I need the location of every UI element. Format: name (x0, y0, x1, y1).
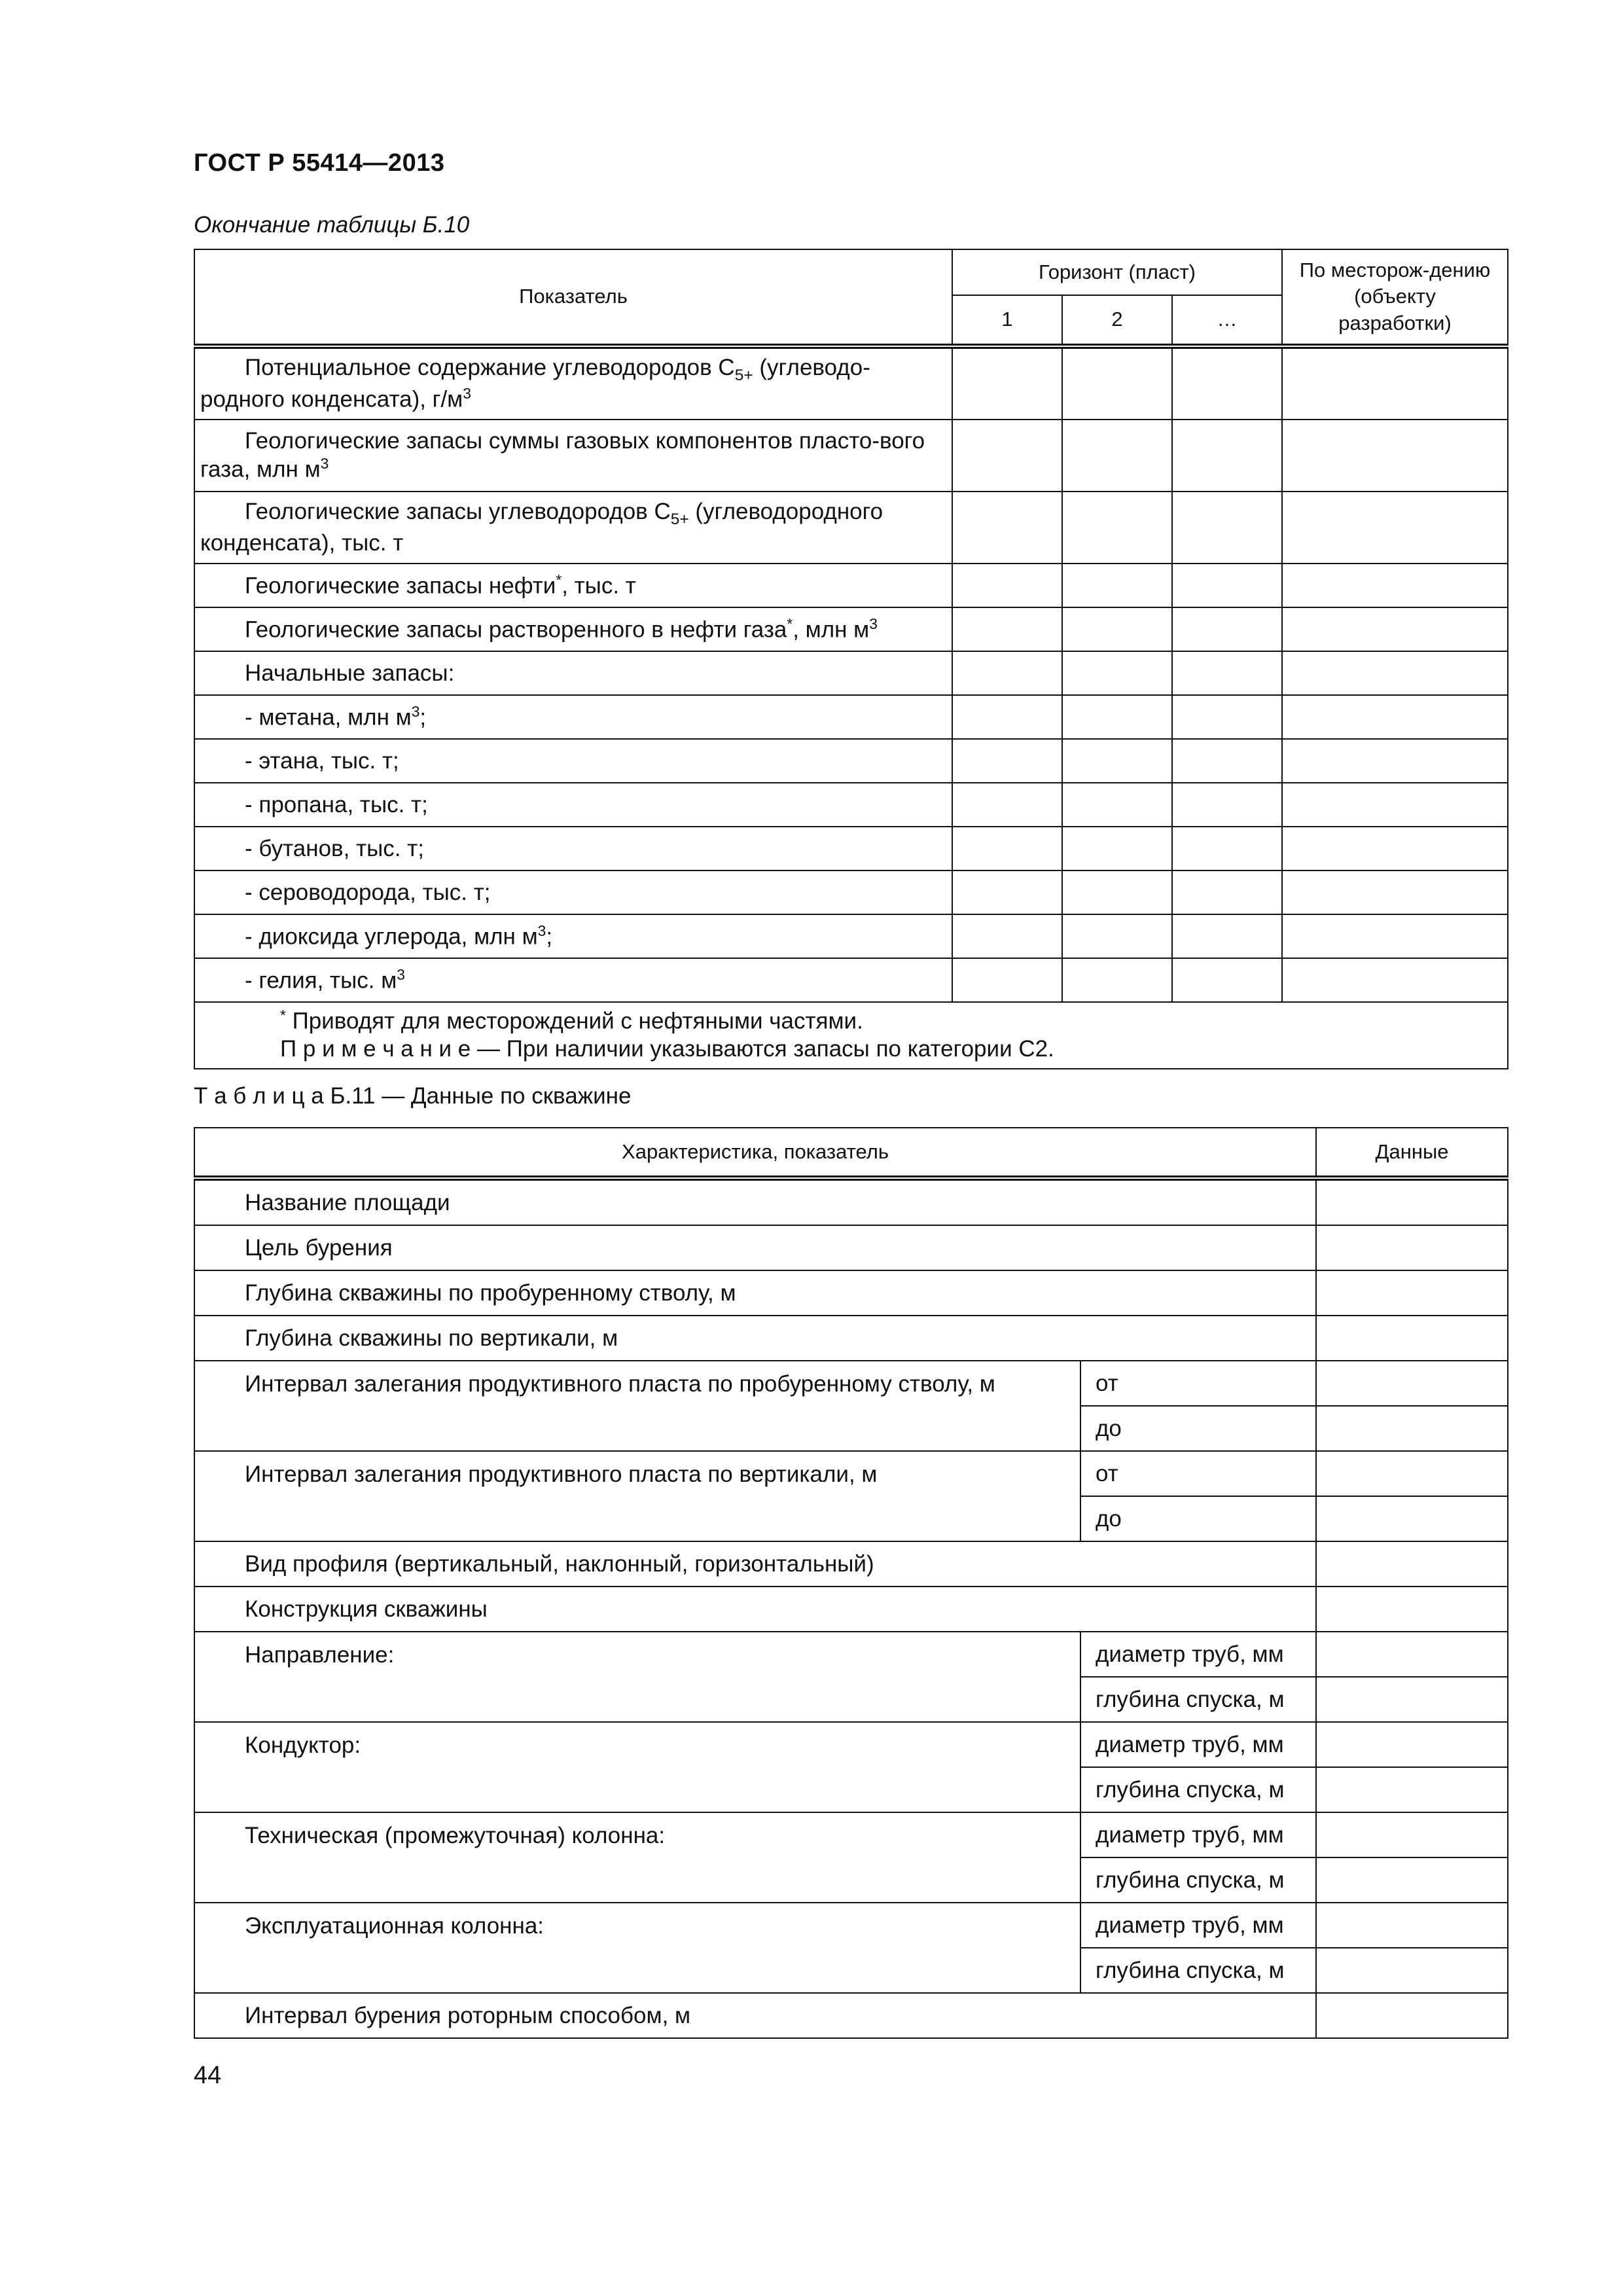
value-cell (1282, 914, 1508, 958)
table-row (194, 1632, 1508, 1677)
row-label: - сероводорода, тыс. т; (194, 870, 952, 914)
row-sublabel: до (1080, 1496, 1316, 1541)
table-row (194, 1178, 1508, 1225)
row-label: Глубина скважины по пробуренному стволу, м (194, 1270, 1316, 1316)
value-cell (1172, 420, 1282, 492)
row-label: - пропана, тыс. т; (194, 783, 952, 827)
value-cell (1282, 564, 1508, 607)
data-cell (1316, 1270, 1508, 1316)
value-cell (1282, 739, 1508, 783)
row-label: Геологические запасы углеводородов $C_{5+}$ (углеводородного конденсата), тыс. т (194, 492, 952, 564)
value-cell (1282, 695, 1508, 739)
row-label: Геологические запасы нефти*, тыс. т (194, 564, 952, 607)
table-row (194, 564, 1508, 607)
value-cell (1172, 827, 1282, 870)
table-row (194, 827, 1508, 870)
value-cell (1062, 914, 1172, 958)
value-cell (1282, 607, 1508, 651)
data-cell (1316, 1993, 1508, 2038)
row-label: - гелия, тыс. $м^3$ (194, 958, 952, 1002)
value-cell (952, 958, 1062, 1002)
table-row (194, 1587, 1508, 1632)
row-sublabel: до (1080, 1406, 1316, 1451)
row-sublabel: от (1080, 1361, 1316, 1406)
data-cell (1316, 1767, 1508, 1812)
row-label: Геологические запасы суммы газовых компонентов пласто-вого газа, млн $м^3$ (194, 420, 952, 492)
row-label: Вид профиля (вертикальный, наклонный, горизонтальный) (194, 1541, 1316, 1587)
row-sublabel: диаметр труб, мм (1080, 1632, 1316, 1677)
row-sublabel: диаметр труб, мм (1080, 1903, 1316, 1948)
value-cell (952, 739, 1062, 783)
row-label: Интервал залегания продуктивного пласта по пробуренному стволу, м (194, 1361, 1080, 1451)
column-header-characteristic: Характеристика, показатель (194, 1128, 1316, 1178)
value-cell (1282, 651, 1508, 695)
row-sublabel: глубина спуска, м (1080, 1767, 1316, 1812)
data-cell (1316, 1225, 1508, 1270)
value-cell (1172, 914, 1282, 958)
row-label: Начальные запасы: (194, 651, 952, 695)
value-cell (1172, 958, 1282, 1002)
row-sublabel: глубина спуска, м (1080, 1948, 1316, 1993)
row-label: Геологические запасы растворенного в нефти газа*, млн $м^3$ (194, 607, 952, 651)
table-row (194, 492, 1508, 564)
data-cell (1316, 1451, 1508, 1496)
row-label: Конструкция скважины (194, 1587, 1316, 1632)
value-cell (1172, 739, 1282, 783)
value-cell (1172, 695, 1282, 739)
page-number: 44 (194, 2062, 222, 2089)
value-cell (1062, 492, 1172, 564)
value-cell (1062, 564, 1172, 607)
data-cell (1316, 1587, 1508, 1632)
value-cell (1172, 870, 1282, 914)
table-b10-notes (194, 1002, 1508, 1069)
table-row (194, 1451, 1508, 1496)
table-b10-footnote: * Приводят для месторождений с нефтяными частями. (280, 1007, 863, 1034)
value-cell (1172, 607, 1282, 651)
data-cell (1316, 1948, 1508, 1993)
table-row (194, 1541, 1508, 1587)
value-cell (1062, 651, 1172, 695)
row-label: Техническая (промежуточная) колонна: (194, 1812, 1080, 1903)
table-row (194, 1812, 1508, 1857)
data-cell (1316, 1857, 1508, 1903)
value-cell (952, 651, 1062, 695)
data-cell (1316, 1496, 1508, 1541)
value-cell (1062, 783, 1172, 827)
table-row (194, 870, 1508, 914)
value-cell (952, 827, 1062, 870)
row-label: Интервал бурения роторным способом, м (194, 1993, 1316, 2038)
value-cell (1282, 827, 1508, 870)
data-cell (1316, 1903, 1508, 1948)
value-cell (1172, 651, 1282, 695)
data-cell (1316, 1361, 1508, 1406)
table-row (194, 914, 1508, 958)
row-label: - диоксида углерода, млн $м^3$; (194, 914, 952, 958)
table-row (194, 651, 1508, 695)
value-cell (1282, 492, 1508, 564)
column-header-horizon: Горизонт (пласт) (952, 249, 1282, 295)
table-row (194, 695, 1508, 739)
row-label: Кондуктор: (194, 1722, 1080, 1812)
row-label: Название площади (194, 1178, 1316, 1225)
table-row (194, 783, 1508, 827)
table-row (194, 1903, 1508, 1948)
value-cell (1062, 346, 1172, 420)
value-cell (952, 914, 1062, 958)
table-row (194, 1722, 1508, 1767)
value-cell (952, 783, 1062, 827)
value-cell (1172, 492, 1282, 564)
table-row (194, 607, 1508, 651)
data-cell (1316, 1722, 1508, 1767)
value-cell (1282, 783, 1508, 827)
row-label: Потенциальное содержание углеводородов $C_{5+}$ (углеводо-родного конденсата), $г/м^3$ (194, 346, 952, 420)
data-cell (1316, 1316, 1508, 1361)
value-cell (1062, 607, 1172, 651)
row-sublabel: диаметр труб, мм (1080, 1722, 1316, 1767)
column-header-horizon-2: 2 (1062, 295, 1172, 346)
value-cell (952, 492, 1062, 564)
table-row (194, 1270, 1508, 1316)
row-label: Глубина скважины по вертикали, м (194, 1316, 1316, 1361)
row-label: Направление: (194, 1632, 1080, 1722)
data-cell (1316, 1812, 1508, 1857)
table-row (194, 420, 1508, 492)
document-header: ГОСТ Р 55414—2013 (194, 149, 445, 177)
table-b10-note: П р и м е ч а н и е — При наличии указываются запасы по категории С2. (280, 1035, 1054, 1062)
value-cell (1062, 420, 1172, 492)
column-header-field: По месторож-дению (объекту разработки) (1282, 249, 1508, 346)
value-cell (1282, 420, 1508, 492)
row-sublabel: от (1080, 1451, 1316, 1496)
value-cell (1062, 958, 1172, 1002)
row-sublabel: диаметр труб, мм (1080, 1812, 1316, 1857)
value-cell (1172, 783, 1282, 827)
value-cell (952, 695, 1062, 739)
row-label: Цель бурения (194, 1225, 1316, 1270)
table-row (194, 1316, 1508, 1361)
value-cell (952, 607, 1062, 651)
row-sublabel: глубина спуска, м (1080, 1857, 1316, 1903)
row-label: - этана, тыс. т; (194, 739, 952, 783)
column-header-indicator: Показатель (194, 249, 952, 346)
column-header-data: Данные (1316, 1128, 1508, 1178)
row-label: Интервал залегания продуктивного пласта по вертикали, м (194, 1451, 1080, 1541)
row-label: - метана, млн $м^3$; (194, 695, 952, 739)
value-cell (1062, 870, 1172, 914)
value-cell (952, 346, 1062, 420)
row-sublabel: глубина спуска, м (1080, 1677, 1316, 1722)
table-b10 (194, 249, 1508, 1069)
table-row (194, 1361, 1508, 1406)
table-row (194, 739, 1508, 783)
column-header-horizon-1: 1 (952, 295, 1062, 346)
value-cell (1282, 870, 1508, 914)
data-cell (1316, 1541, 1508, 1587)
data-cell (1316, 1178, 1508, 1225)
value-cell (1062, 695, 1172, 739)
data-cell (1316, 1677, 1508, 1722)
table-row (194, 1993, 1508, 2038)
table-row (194, 958, 1508, 1002)
row-label: - бутанов, тыс. т; (194, 827, 952, 870)
table-b11 (194, 1127, 1508, 2039)
row-label: Эксплуатационная колонна: (194, 1903, 1080, 1993)
data-cell (1316, 1632, 1508, 1677)
table-b11-caption: Т а б л и ц а Б.11 — Данные по скважине (194, 1083, 632, 1109)
table-b10-caption: Окончание таблицы Б.10 (194, 212, 470, 238)
data-cell (1316, 1406, 1508, 1451)
table-row (194, 1225, 1508, 1270)
value-cell (952, 564, 1062, 607)
value-cell (1172, 564, 1282, 607)
table-row (194, 346, 1508, 420)
column-header-horizon-more: … (1172, 295, 1282, 346)
value-cell (1282, 346, 1508, 420)
value-cell (952, 420, 1062, 492)
value-cell (1172, 346, 1282, 420)
value-cell (1062, 739, 1172, 783)
value-cell (1062, 827, 1172, 870)
value-cell (1282, 958, 1508, 1002)
value-cell (952, 870, 1062, 914)
